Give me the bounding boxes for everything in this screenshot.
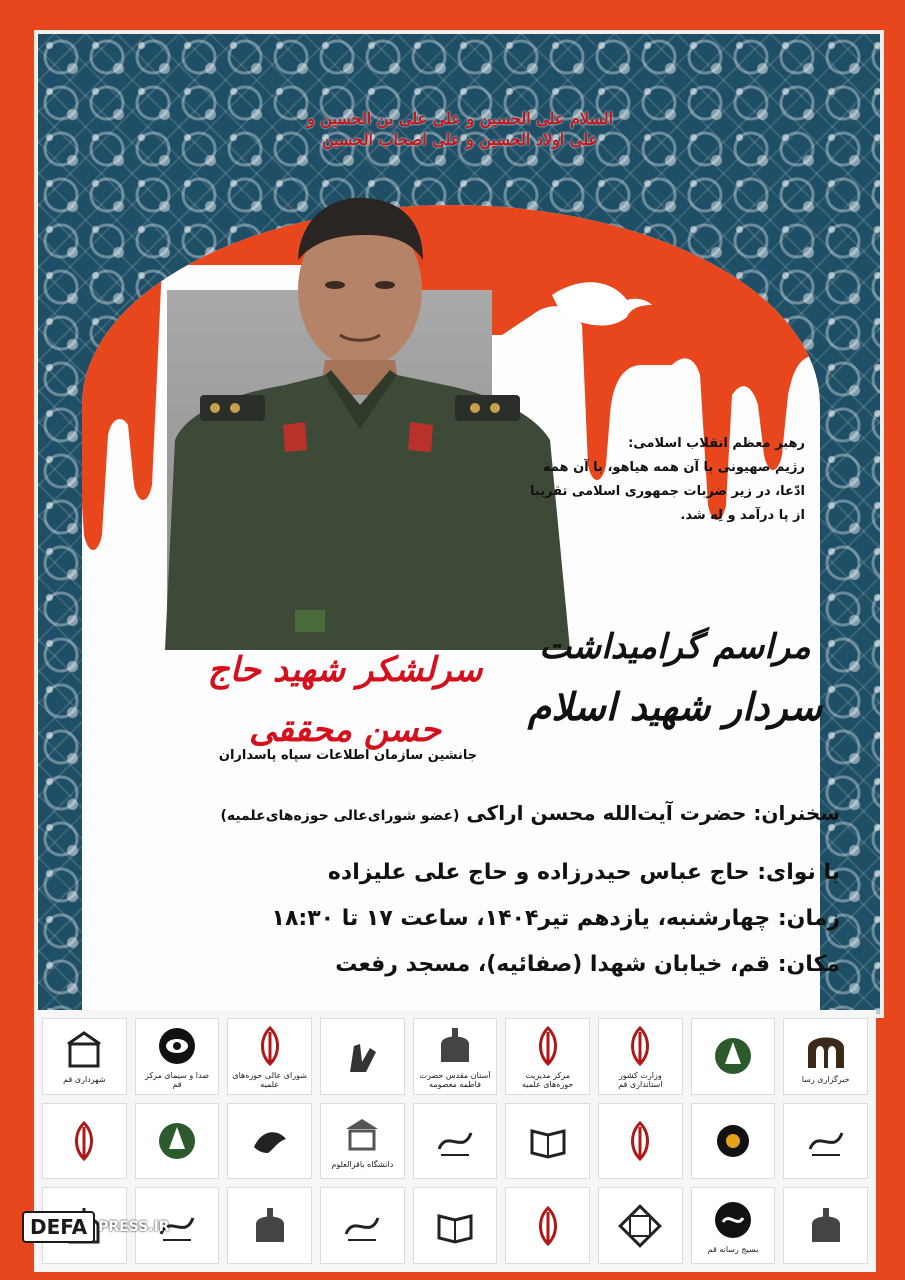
quote-heading: رهبر معظم انقلاب اسلامی: — [628, 436, 805, 451]
sponsor-logo-name: صدا و سیمای مرکز قم — [144, 1070, 210, 1089]
sponsor-logo — [413, 1103, 498, 1180]
emblem-icon — [526, 1204, 570, 1248]
martyr-portrait-image — [165, 190, 575, 650]
shrine-icon — [804, 1204, 848, 1248]
event-title-line2: سردار شهید اسلام — [527, 684, 823, 729]
soldier-emblem-icon — [155, 1119, 199, 1163]
event-title-line1: مراسم گرامیداشت — [539, 627, 811, 667]
sponsor-logo — [320, 1187, 405, 1264]
sponsor-logo-name: آستان مقدس حضرت فاطمه معصومه — [419, 1070, 491, 1089]
time-label: زمان: — [777, 906, 840, 931]
sponsor-logo — [505, 1187, 590, 1264]
sponsor-logo-name: شهرداری قم — [63, 1075, 106, 1085]
calligraphy-banner: السلام علی الحسین و علی علی بن الحسین و علی اولاد الحسین و علی اصحاب الحسین — [306, 109, 614, 149]
sponsor-logo — [413, 1187, 498, 1264]
sponsor-logo-name: وزارت کشور استانداری قم — [618, 1070, 663, 1089]
emblem-icon — [62, 1119, 106, 1163]
chant-label: با نوای: — [757, 860, 840, 885]
martyr-name: سرلشکر شهید حاج حسن محققی — [207, 650, 483, 750]
calligraphy-logo-icon — [804, 1119, 848, 1163]
sponsor-logo — [598, 1187, 683, 1264]
event-title — [525, 618, 825, 738]
defapress-watermark — [22, 1212, 170, 1242]
place-row — [70, 942, 840, 988]
chant-value: حاج عباس حیدرزاده و حاج علی علیزاده — [327, 860, 750, 885]
eye-logo-icon — [155, 1024, 199, 1068]
sponsor-logo-name: شورای عالی حوزه‌های علمیه — [232, 1070, 307, 1089]
speaker-name: حضرت آیت‌الله محسن اراکی — [466, 801, 747, 825]
sponsor-logo — [783, 1187, 868, 1264]
sponsor-logo-name: خبرگزاری رسا — [801, 1075, 850, 1085]
sponsor-logo-name: دانشگاه باقرالعلوم — [331, 1159, 394, 1169]
place-value: قم، خیابان شهدا (صفائیه)، مسجد رفعت — [335, 952, 771, 977]
sponsor-logo — [691, 1103, 776, 1180]
speaker-label: سخنران: — [753, 801, 840, 825]
sponsor-logo — [505, 1018, 590, 1095]
sponsor-logo — [42, 1018, 127, 1095]
sponsor-logo — [783, 1018, 868, 1095]
sponsor-logo — [413, 1018, 498, 1095]
sponsor-logo — [135, 1103, 220, 1180]
sponsor-logo — [227, 1187, 312, 1264]
hand-emblem-icon — [340, 1034, 384, 1078]
sponsor-logo — [598, 1103, 683, 1180]
sponsor-logo — [691, 1018, 776, 1095]
sponsor-logo — [42, 1103, 127, 1180]
time-row — [70, 896, 840, 942]
quote-line: ادّعا، در زیر ضربات جمهوری اسلامی تقریبا — [530, 484, 805, 500]
sponsor-logo — [691, 1187, 776, 1264]
book-logo-icon — [433, 1204, 477, 1248]
quote-line: از پا درآمد و لِه شد. — [680, 508, 805, 524]
arches-icon — [804, 1028, 848, 1072]
emblem-icon — [526, 1024, 570, 1068]
sponsor-logo — [783, 1103, 868, 1180]
camera-logo-icon — [711, 1119, 755, 1163]
leader-quote — [520, 432, 805, 528]
quote-line: رژیم صهیونی با آن همه هیاهو، با آن همه — [542, 460, 805, 476]
sponsor-logo — [320, 1018, 405, 1095]
sponsor-logo — [598, 1018, 683, 1095]
emblem-icon — [248, 1024, 292, 1068]
shrine-icon — [248, 1204, 292, 1248]
geometric-logo-icon — [618, 1204, 662, 1248]
place-label: مکان: — [777, 952, 840, 977]
sponsor-logo — [227, 1018, 312, 1095]
chant-row — [70, 850, 840, 896]
sponsor-logo — [505, 1103, 590, 1180]
sponsor-logo — [320, 1103, 405, 1180]
calligraphy-logo-icon — [433, 1119, 477, 1163]
sponsor-logo — [135, 1018, 220, 1095]
university-icon — [340, 1113, 384, 1157]
watermark-brand: DEFA — [22, 1211, 95, 1243]
speaker-row — [70, 795, 840, 834]
speaker-note: (عضو شورای‌عالی حوزه‌های‌علمیه) — [220, 808, 460, 824]
watermark-site: PRESS.IR — [98, 1219, 170, 1235]
bird-logo-icon — [248, 1119, 292, 1163]
event-details — [70, 795, 840, 988]
calligraphy-logo-icon — [340, 1204, 384, 1248]
time-value: چهارشنبه، یازدهم تیر۱۴۰۴، ساعت ۱۷ تا ۱۸:۳۰ — [271, 906, 771, 931]
emblem-icon — [618, 1119, 662, 1163]
soldier-emblem-icon — [711, 1034, 755, 1078]
sponsor-logo-name: بسیج رسانه قم — [707, 1244, 759, 1254]
book-logo-icon — [526, 1119, 570, 1163]
emblem-icon — [618, 1024, 662, 1068]
sponsor-logo — [227, 1103, 312, 1180]
sponsor-logo-name: مرکز مدیریت حوزه‌های علمیه — [521, 1070, 574, 1089]
martyr-role: جانشین سازمان اطلاعات سپاه پاسداران — [218, 748, 478, 763]
basij-logo-icon — [711, 1198, 755, 1242]
shrine-icon — [433, 1024, 477, 1068]
city-building-icon — [62, 1028, 106, 1072]
